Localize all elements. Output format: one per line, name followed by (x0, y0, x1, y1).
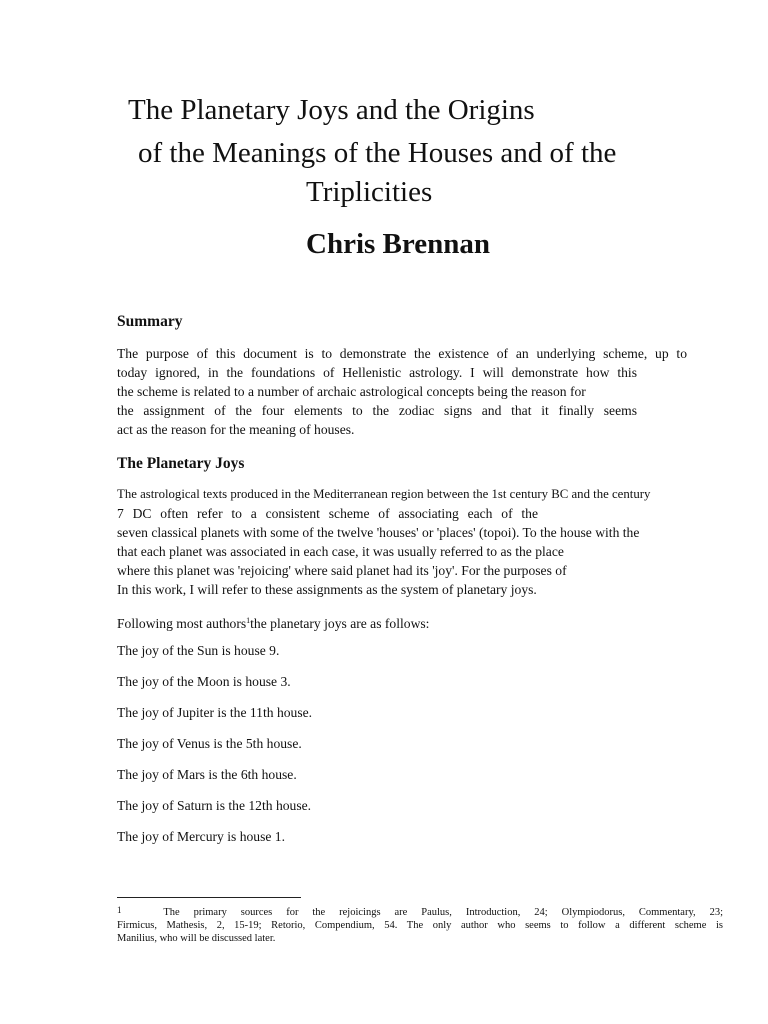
joy-jupiter: The joy of Jupiter is the 11th house. (117, 705, 313, 720)
joy-saturn: The joy of Saturn is the 12th house. (117, 798, 312, 813)
body-line: In this work, I will refer to these assignments as the system of planetary joys. (117, 582, 537, 597)
footnote-line-3: Manilius, who will be discussed later. (117, 933, 276, 944)
body-line: 7 DC often refer to a consistent scheme of associating each of the (117, 506, 538, 521)
following-authors-line (117, 611, 429, 633)
author-name: Chris Brennan (306, 228, 490, 260)
joy-mars: The joy of Mars is the 6th house. (117, 767, 297, 782)
document-title-line-3: Triplicities (306, 176, 433, 208)
following-text-start: Following most authors (117, 616, 247, 631)
footnote-text: The primary sources for the rejoicings are Paulus, Introduction, 24; Olympiodorus, Commentary, 23; (163, 907, 723, 918)
footnote-line-1 (117, 904, 723, 919)
body-line: seven classical planets with some of the twelve 'houses' or 'places' (topoi). To the house with the (117, 525, 640, 540)
joy-moon: The joy of the Moon is house 3. (117, 674, 291, 689)
footnote (117, 904, 723, 945)
summary-line: The purpose of this document is to demonstrate the existence of an underlying scheme, up to (117, 346, 687, 361)
footnote-reference[interactable]: 1 (246, 616, 251, 625)
body-line: The astrological texts produced in the Mediterranean region between the 1st century BC and the century (117, 487, 651, 501)
summary-line: act as the reason for the meaning of houses. (117, 422, 355, 437)
footnote-marker: 1 (117, 905, 122, 915)
footnote-line-2: Firmicus, Mathesis, 2, 15-19; Retorio, Compendium, 54. The only author who seems to follow a different scheme is (117, 920, 723, 931)
summary-line: today ignored, in the foundations of Hellenistic astrology. I will demonstrate how this (117, 365, 637, 380)
summary-line: the scheme is related to a number of archaic astrological concepts being the reason for (117, 384, 586, 399)
body-line: that each planet was associated in each case, it was usually referred to as the place (117, 544, 564, 559)
planetary-joys-heading: The Planetary Joys (117, 455, 245, 472)
summary-line: the assignment of the four elements to the zodiac signs and that it finally seems (117, 403, 637, 418)
joy-sun: The joy of the Sun is house 9. (117, 643, 280, 658)
body-line: where this planet was 'rejoicing' where said planet had its 'joy'. For the purposes of (117, 563, 567, 578)
document-title-line-2: of the Meanings of the Houses and of the (138, 137, 617, 169)
following-text-end: the planetary joys are as follows: (250, 616, 430, 631)
joy-mercury: The joy of Mercury is house 1. (117, 829, 285, 844)
summary-heading: Summary (117, 313, 183, 330)
document-title-line-1: The Planetary Joys and the Origins (128, 94, 535, 126)
joy-venus: The joy of Venus is the 5th house. (117, 736, 302, 751)
footnote-divider (117, 897, 301, 898)
